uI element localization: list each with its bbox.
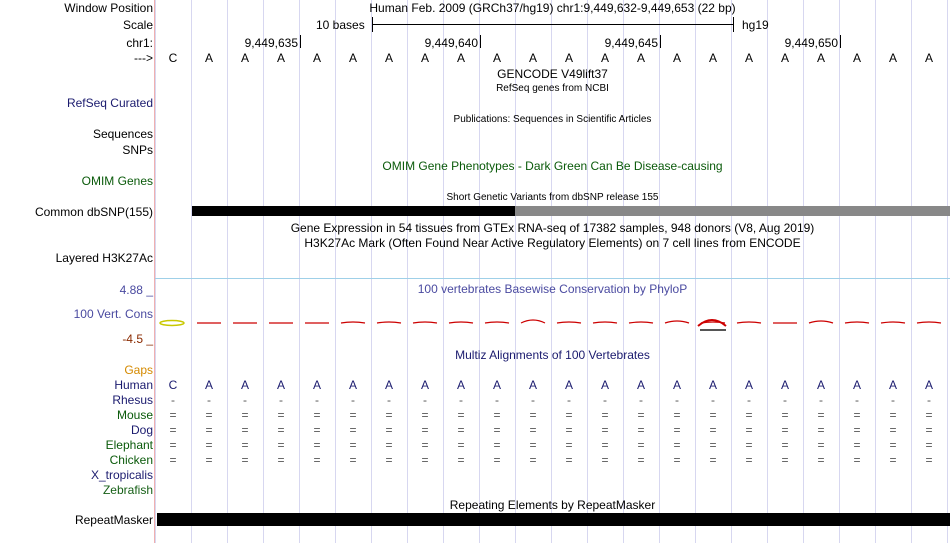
aligned-base-mouse: = [241,408,249,422]
label-refseq-curated[interactable]: RefSeq Curated [66,96,153,110]
phylop-score-mark [521,320,545,323]
aligned-base-chicken: = [385,453,393,467]
ruler-tick-label: 9,449,635 [244,36,298,50]
label-dog[interactable]: Dog [130,423,153,437]
ruler-tick-label: 9,449,645 [604,36,658,50]
aligned-base-chicken: = [205,453,213,467]
ruler-tick-label: 9,449,650 [784,36,838,50]
aligned-base-elephant: = [529,438,537,452]
aligned-base-human: A [564,378,573,392]
aligned-base-dog: = [277,423,285,437]
aligned-base-human: A [384,378,393,392]
dna-base: A [420,51,429,65]
label-common-dbsnp[interactable]: Common dbSNP(155) [34,205,153,219]
aligned-base-rhesus: - [243,393,247,407]
track-title-gencode[interactable]: GENCODE V49lift37 [497,67,608,81]
phylop-score-mark [485,322,509,323]
label-chrom: chr1: [126,36,153,50]
track-title-dbsnp[interactable]: Short Genetic Variants from dbSNP release 155 [446,192,659,203]
phylop-wiggle-plot[interactable] [155,300,950,340]
aligned-base-rhesus: - [279,393,283,407]
aligned-base-dog: = [349,423,357,437]
aligned-base-human: A [636,378,645,392]
aligned-base-rhesus: - [603,393,607,407]
aligned-base-mouse: = [745,408,753,422]
aligned-base-human: A [672,378,681,392]
aligned-base-human: A [348,378,357,392]
label-x-tropicalis[interactable]: X_tropicalis [90,468,153,482]
aligned-base-mouse: = [529,408,537,422]
aligned-base-elephant: = [457,438,465,452]
aligned-base-chicken: = [925,453,933,467]
aligned-base-elephant: = [169,438,177,452]
dna-base: A [312,51,321,65]
aligned-base-dog: = [241,423,249,437]
aligned-base-mouse: = [601,408,609,422]
dna-base: A [708,51,717,65]
aligned-base-chicken: = [169,453,177,467]
aligned-base-rhesus: - [927,393,931,407]
dna-base: A [780,51,789,65]
aligned-base-elephant: = [421,438,429,452]
aligned-base-elephant: = [565,438,573,452]
aligned-base-human: A [204,378,213,392]
phylop-score-mark [917,322,941,323]
aligned-base-mouse: = [457,408,465,422]
dna-base: A [492,51,501,65]
phylop-score-mark [665,321,689,323]
aligned-base-rhesus: - [783,393,787,407]
aligned-base-elephant: = [313,438,321,452]
dna-base: A [528,51,537,65]
aligned-base-human: A [924,378,933,392]
aligned-base-elephant: = [241,438,249,452]
aligned-base-elephant: = [205,438,213,452]
dna-base: C [168,51,178,65]
aligned-base-rhesus: - [459,393,463,407]
aligned-base-human: A [600,378,609,392]
aligned-base-dog: = [313,423,321,437]
aligned-base-elephant: = [781,438,789,452]
aligned-base-rhesus: - [639,393,643,407]
aligned-base-mouse: = [637,408,645,422]
aligned-base-dog: = [493,423,501,437]
aligned-base-human: A [420,378,429,392]
aligned-base-rhesus: - [567,393,571,407]
label-sequences[interactable]: Sequences [92,127,153,141]
label-human[interactable]: Human [114,378,153,392]
aligned-base-human: A [744,378,753,392]
aligned-base-elephant: = [601,438,609,452]
dna-base: A [924,51,933,65]
aligned-base-dog: = [853,423,861,437]
dna-base: A [456,51,465,65]
track-title-repeatmasker[interactable]: Repeating Elements by RepeatMasker [449,498,656,512]
track-title-omim[interactable]: OMIM Gene Phenotypes - Dark Green Can Be Disease-causing [382,159,723,173]
dna-base: A [240,51,249,65]
phylop-score-mark [629,322,653,323]
aligned-base-rhesus: - [351,393,355,407]
aligned-base-human: A [276,378,285,392]
label-mouse[interactable]: Mouse [116,408,153,422]
track-title-h3k27ac[interactable]: H3K27Ac Mark (Often Found Near Active Regulatory Elements) on 7 cell lines from ENCODE [304,236,801,250]
aligned-base-mouse: = [421,408,429,422]
aligned-base-rhesus: - [891,393,895,407]
aligned-base-dog: = [925,423,933,437]
label-omim-genes[interactable]: OMIM Genes [81,174,153,188]
aligned-base-rhesus: - [315,393,319,407]
aligned-base-mouse: = [313,408,321,422]
label-snps[interactable]: SNPs [122,143,153,157]
aligned-base-dog: = [169,423,177,437]
scale-text: 10 bases [316,18,365,32]
aligned-base-human: C [168,378,178,392]
aligned-base-dog: = [205,423,213,437]
aligned-base-chicken: = [709,453,717,467]
label-rhesus[interactable]: Rhesus [112,393,153,407]
label-window-position: Window Position [64,1,153,15]
aligned-base-dog: = [457,423,465,437]
aligned-base-dog: = [421,423,429,437]
dna-base: A [204,51,213,65]
aligned-base-chicken: = [853,453,861,467]
aligned-base-elephant: = [925,438,933,452]
aligned-base-human: A [528,378,537,392]
aligned-base-dog: = [637,423,645,437]
phylop-min-label: -4.5 _ [122,332,153,346]
aligned-base-dog: = [745,423,753,437]
phylop-score-mark [593,322,617,323]
aligned-base-chicken: = [781,453,789,467]
aligned-base-chicken: = [529,453,537,467]
aligned-base-chicken: = [241,453,249,467]
aligned-base-dog: = [385,423,393,437]
aligned-base-elephant: = [637,438,645,452]
aligned-base-rhesus: - [423,393,427,407]
aligned-base-mouse: = [205,408,213,422]
aligned-base-rhesus: - [747,393,751,407]
phylop-score-mark [881,322,905,323]
aligned-base-human: A [240,378,249,392]
track-title-publications[interactable]: Publications: Sequences in Scientific Articles [453,114,652,125]
aligned-base-human: A [852,378,861,392]
ruler-tick-label: 9,449,640 [424,36,478,50]
aligned-base-human: A [708,378,717,392]
aligned-base-elephant: = [709,438,717,452]
phylop-score-mark [377,322,401,323]
aligned-base-rhesus: - [171,393,175,407]
dna-base: A [384,51,393,65]
dna-base: A [348,51,357,65]
aligned-base-rhesus: - [495,393,499,407]
label-layered-h3k27ac[interactable]: Layered H3K27Ac [55,251,153,265]
aligned-base-elephant: = [745,438,753,452]
aligned-base-rhesus: - [387,393,391,407]
aligned-base-dog: = [709,423,717,437]
aligned-base-human: A [492,378,501,392]
phylop-score-mark [557,322,581,323]
phylop-score-mark [845,322,869,323]
aligned-base-chicken: = [349,453,357,467]
track-title-phylop[interactable]: 100 vertebrates Basewise Conservation by PhyloP [417,282,688,296]
aligned-base-dog: = [565,423,573,437]
aligned-base-elephant: = [673,438,681,452]
aligned-base-chicken: = [421,453,429,467]
aligned-base-mouse: = [349,408,357,422]
dna-base: A [744,51,753,65]
aligned-base-elephant: = [817,438,825,452]
aligned-base-mouse: = [889,408,897,422]
aligned-base-mouse: = [565,408,573,422]
aligned-base-chicken: = [493,453,501,467]
aligned-base-mouse: = [853,408,861,422]
aligned-base-dog: = [529,423,537,437]
label-100-vert-cons[interactable]: 100 Vert. Cons [73,307,153,321]
aligned-base-mouse: = [781,408,789,422]
dna-base: A [852,51,861,65]
aligned-base-chicken: = [817,453,825,467]
aligned-base-dog: = [817,423,825,437]
scale-db: hg19 [742,18,769,32]
aligned-base-mouse: = [169,408,177,422]
aligned-base-human: A [816,378,825,392]
label-zebrafish[interactable]: Zebrafish [102,483,153,497]
aligned-base-chicken: = [313,453,321,467]
phylop-score-mark [341,322,365,323]
dna-base: A [672,51,681,65]
dna-base: A [276,51,285,65]
aligned-base-human: A [888,378,897,392]
assembly-position-text: Human Feb. 2009 (GRCh37/hg19) chr1:9,449,632-9,449,653 (22 bp) [369,1,736,15]
aligned-base-mouse: = [925,408,933,422]
aligned-base-elephant: = [385,438,393,452]
label-elephant[interactable]: Elephant [105,438,153,452]
aligned-base-dog: = [601,423,609,437]
label-scale: Scale [122,18,153,32]
aligned-base-chicken: = [277,453,285,467]
aligned-base-chicken: = [457,453,465,467]
label-chicken[interactable]: Chicken [109,453,153,467]
phylop-score-mark [449,322,473,323]
aligned-base-human: A [780,378,789,392]
aligned-base-mouse: = [673,408,681,422]
label-strand: ---> [134,51,153,65]
aligned-base-rhesus: - [675,393,679,407]
aligned-base-mouse: = [277,408,285,422]
aligned-base-human: A [312,378,321,392]
aligned-base-rhesus: - [531,393,535,407]
h3k27ac-baseline [155,278,950,279]
phylop-max-label: 4.88 _ [119,283,153,297]
track-title-gtex[interactable]: Gene Expression in 54 tissues from GTEx RNA-seq of 17382 samples, 948 donors (V8, Aug 2019) [290,221,815,235]
dna-base: A [636,51,645,65]
aligned-base-mouse: = [817,408,825,422]
aligned-base-rhesus: - [711,393,715,407]
aligned-base-rhesus: - [855,393,859,407]
dna-base: A [600,51,609,65]
aligned-base-mouse: = [709,408,717,422]
dna-base: A [564,51,573,65]
dbsnp-feature-bar-gray[interactable] [515,206,950,216]
aligned-base-elephant: = [853,438,861,452]
track-title-multiz[interactable]: Multiz Alignments of 100 Vertebrates [455,348,650,362]
aligned-base-dog: = [673,423,681,437]
phylop-score-mark [737,322,761,323]
aligned-base-chicken: = [889,453,897,467]
aligned-base-elephant: = [889,438,897,452]
aligned-base-elephant: = [349,438,357,452]
aligned-base-mouse: = [493,408,501,422]
dna-base: A [816,51,825,65]
dna-base: A [888,51,897,65]
aligned-base-chicken: = [637,453,645,467]
aligned-base-mouse: = [385,408,393,422]
aligned-base-elephant: = [277,438,285,452]
aligned-base-chicken: = [745,453,753,467]
aligned-base-chicken: = [565,453,573,467]
label-repeatmasker[interactable]: RepeatMasker [74,513,153,527]
aligned-base-elephant: = [493,438,501,452]
aligned-base-dog: = [889,423,897,437]
aligned-base-chicken: = [673,453,681,467]
aligned-base-rhesus: - [819,393,823,407]
aligned-base-rhesus: - [207,393,211,407]
phylop-score-mark [413,322,437,323]
phylop-score-mark [809,321,833,323]
aligned-base-human: A [456,378,465,392]
aligned-base-dog: = [781,423,789,437]
aligned-base-chicken: = [601,453,609,467]
track-subtitle-refseq[interactable]: RefSeq genes from NCBI [496,83,609,94]
repeatmasker-feature-bar[interactable] [157,513,950,526]
label-gaps[interactable]: Gaps [124,363,153,377]
